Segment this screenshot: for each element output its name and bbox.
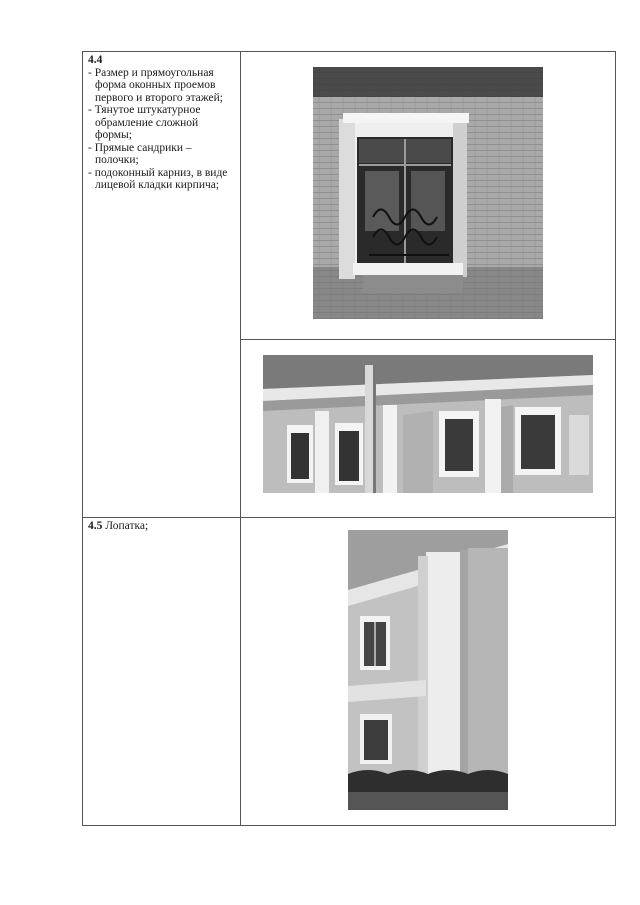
- facade-photo: [263, 355, 593, 493]
- features-table: [82, 51, 616, 826]
- pilaster-photo: [348, 530, 508, 810]
- list-item: - Размер и прямоугольная форма оконных проемов первого и второго этажей;: [88, 66, 223, 104]
- window-photo: [313, 67, 543, 319]
- cell-4-5-description: [83, 518, 241, 826]
- cell-photo-pilaster: [241, 518, 616, 826]
- item-number-4-4: 4.4: [88, 54, 103, 66]
- table-row: [83, 52, 616, 340]
- item-text-4-5: Лопатка;: [102, 520, 149, 532]
- table-row: [83, 518, 616, 826]
- cell-photo-window: [241, 52, 616, 340]
- list-item: - Тянутое штукатурное обрамление сложной формы;: [88, 104, 201, 141]
- list-item: - подоконный карниз, в виде лицевой кладки кирпича;: [88, 166, 228, 191]
- cell-photo-facade: [241, 340, 616, 518]
- cell-4-4-description: [83, 52, 241, 518]
- feature-list: [88, 67, 236, 192]
- list-item: - Прямые сандрики – полочки;: [88, 141, 192, 166]
- item-number-4-5: 4.5: [88, 520, 103, 532]
